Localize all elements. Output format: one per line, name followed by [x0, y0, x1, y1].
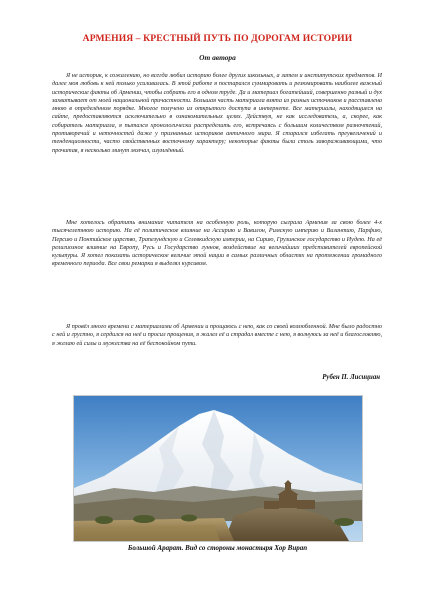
ararat-photo [73, 395, 363, 542]
paragraph-2: Мне хотелось обратить внимание читателя на особенную роль, которую сыграла Армения за свою более 4-х тысячелетнюю историю. На её политическое влияние на Ассирию и Вавилон, Римскую империю и Византию, Парфию, Персию и Понтийское царство, Трапезундскую и Селевкидскую империи, на Сирию, Грузинское государство и Иудею. На её религиозное влияние на Европу, Русь и Государство гуннов, воздействие на величайших представителей европейской культуры. Я хотел показать историческое величие этой нации в самых различных областях на протяжении громадного временного периода. Все свои ремарки я выделял курсивом. [52, 219, 382, 268]
photo-caption: Большой Арарат. Вид со стороны монастыря Хор Вирап [127, 544, 308, 552]
paragraph-1: Я не историк, к сожалению, но всегда любил историю более других школьных, а затем и институтских предметов. И далее моя любовь к ней только усиливалась. В этой работе я постарался суммировать и резюмировать наиболее важный исторические факты об Армении, чтобы собрать его в одном труде. Да и материал богатейший, совершенно разный и дух захватывает от моей национальной причастности. Большая часть материала взята из разных источников и расставлена мною в определённом порядке. Многое получено из открытого доступа в интернете. Все материалы, находящиеся на сайте, предоставляются исключительно в ознакомительных целях. Действуя, не как исследователь, а, скорее, как собиратель материала, я пытался хронологически распределить его, встречаясь с большим количеством разночтений, противоречий и неточностей даже у признанных историков античного мира. Я старался избегать преувеличений и тенденциозности, часто свойственных восточному характеру; некоторые факты были столь завораживающими, что прочитав, я несколько минут молчал, изумлённый. [52, 72, 382, 154]
paragraph-3-block [52, 323, 382, 348]
paragraph-2-block [52, 219, 382, 269]
paragraph-3: Я провёл много времени с материалами об Армении и прощаюсь с нею, как со своей возлюбленной. Мне было радостно с ней и грустно, я сердился на неё и просил прощения, я жалел её и страдал вместе с нею, я волнуюсь за неё и благословляю, я желаю ей силы и мужества на её беспокойном пути. [52, 323, 382, 347]
document-title: АРМЕНИЯ – КРЕСТНЫЙ ПУТЬ ПО ДОРОГАМ ИСТОРИИ [82, 33, 353, 44]
paragraph-1-block [52, 72, 382, 155]
author-signature: Рубен П. Лисициан [322, 374, 380, 381]
section-subtitle: От автора [199, 53, 236, 62]
